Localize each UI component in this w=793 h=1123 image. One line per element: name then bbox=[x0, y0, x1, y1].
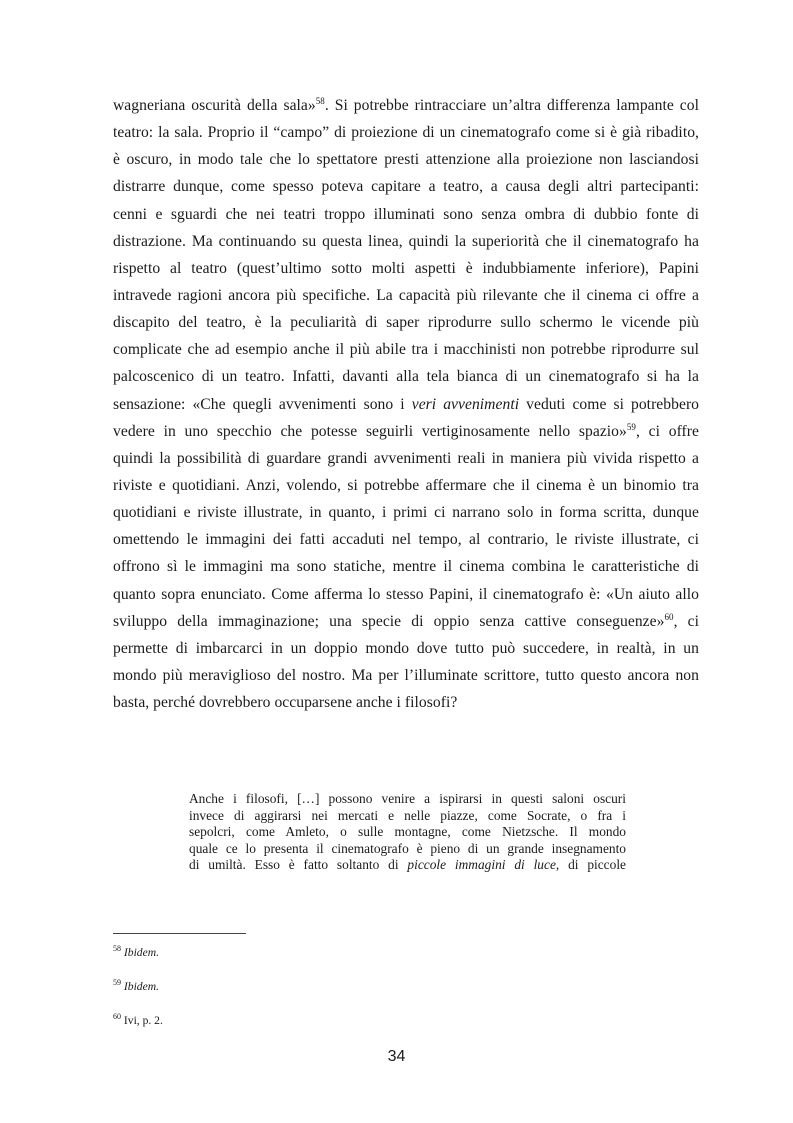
quote-line: quale ce lo presenta il cinematografo è pieno di un grande insegnamento bbox=[189, 840, 626, 856]
footnote-60 bbox=[113, 1014, 163, 1028]
body-paragraph bbox=[113, 92, 699, 716]
text-line: basta, perché dovrebbero occuparsene anche i filosofi? bbox=[113, 694, 458, 712]
italic-phrase: veri avvenimenti bbox=[411, 395, 520, 413]
text-line: riviste e quotidiani. Anzi, volendo, si potrebbe affermare che il cinema è un binomio tra bbox=[113, 476, 699, 494]
text-span: di umiltà. Esso è fatto soltanto di bbox=[189, 857, 399, 873]
footnote-59 bbox=[113, 980, 159, 994]
text-line: intravede ragioni ancora più specifiche. La capacità più rilevante che il cinema ci offre a bbox=[113, 286, 699, 304]
text-line: teatro: la sala. Proprio il “campo” di proiezione di un cinematografo come si è già ribadito, bbox=[113, 124, 699, 142]
italic-phrase: piccole immagini di luce bbox=[407, 857, 556, 873]
text-line: permette di imbarcarci in un doppio mondo dove tutto può succedere, in realtà, in un bbox=[113, 639, 699, 657]
footnote-separator bbox=[113, 933, 246, 934]
text-line bbox=[113, 608, 699, 635]
text-line: discapito del teatro, è la peculiarità di saper riprodurre sullo schermo le vicende più bbox=[113, 314, 699, 332]
footnote-ref-59[interactable]: 59 bbox=[626, 421, 636, 432]
text-line: rispetto al teatro (quest’ultimo sotto molti aspetti è indubbiamente inferiore), Papini bbox=[113, 259, 699, 277]
page-number: 34 bbox=[387, 1048, 406, 1065]
text-line: mondo più meraviglioso del nostro. Ma per l’illuminate scrittore, tutto questo ancora non bbox=[113, 666, 699, 684]
footnote-number: 60 bbox=[113, 1012, 121, 1021]
quote-line: sepolcri, come Amleto, o sulle montagne, come Nietzsche. Il mondo bbox=[189, 824, 626, 840]
text-span: sviluppo della immaginazione; una specie di oppio senza cattive conseguenze» bbox=[113, 612, 665, 630]
text-line: complicate che ad esempio anche il più abile tra i macchinisti non potrebbe riprodurre sul bbox=[113, 341, 699, 359]
footnote-58 bbox=[113, 946, 159, 960]
footnote-text: Ivi, p. 2. bbox=[123, 1014, 163, 1027]
quote-line: invece di aggirarsi nei mercati e nelle piazze, come Socrate, o fra i bbox=[189, 807, 626, 823]
text-span: sensazione: «Che quegli avvenimenti sono i bbox=[113, 395, 405, 413]
text-span: , ci bbox=[673, 612, 699, 630]
text-line: cenni e sguardi che nei teatri troppo illuminati sono senza ombra di dubbio fonte di bbox=[113, 205, 699, 223]
text-line bbox=[113, 92, 699, 119]
text-line bbox=[113, 391, 699, 418]
text-span: , di piccole bbox=[555, 857, 626, 873]
text-line: è oscuro, in modo tale che lo spettatore presti attenzione alla proiezione non lasciandosi bbox=[113, 151, 699, 169]
footnote-text: Ibidem. bbox=[123, 980, 159, 993]
text-span: . Si potrebbe rintracciare un’altra differenza lampante col bbox=[324, 97, 699, 114]
text-span: wagneriana oscurità della sala» bbox=[113, 97, 316, 114]
text-line: omettendo le immagini dei fatti accaduti nel tempo, al contrario, le riviste illustrate, ci bbox=[113, 531, 699, 549]
text-line: quotidiani e riviste illustrate, in quanto, i primi ci narrano solo in forma scritta, dunque bbox=[113, 504, 699, 522]
text-line: quindi la possibilità di guardare grandi avvenimenti reali in maniera più vivida rispetto a bbox=[113, 449, 699, 467]
text-span: vedere in uno specchio che potesse seguirli vertiginosamente nello spazio» bbox=[113, 422, 627, 440]
footnote-number: 59 bbox=[113, 978, 121, 987]
footnote-text: Ibidem. bbox=[123, 946, 159, 959]
text-span: veduti come si potrebbero bbox=[526, 395, 700, 413]
text-line: quanto sopra enunciato. Come afferma lo stesso Papini, il cinematografo è: «Un aiuto allo bbox=[113, 585, 699, 603]
text-span: , ci offre bbox=[635, 422, 699, 440]
quote-line bbox=[189, 857, 626, 874]
text-line: distrarre dunque, come spesso poteva capitare a teatro, a causa degli altri partecipanti: bbox=[113, 178, 699, 196]
footnote-ref-60[interactable]: 60 bbox=[664, 611, 674, 622]
text-line bbox=[113, 418, 699, 445]
block-quote bbox=[189, 791, 626, 874]
quote-line: Anche i filosofi, […] possono venire a ispirarsi in questi saloni oscuri bbox=[189, 791, 626, 806]
footnote-ref-58[interactable]: 58 bbox=[315, 96, 325, 106]
text-line: distrazione. Ma continuando su questa linea, quindi la superiorità che il cinematografo ha bbox=[113, 232, 699, 250]
text-line: offrono sì le immagini ma sono statiche, mentre il cinema combina le caratteristiche di bbox=[113, 558, 699, 576]
text-line: palcoscenico di un teatro. Infatti, davanti alla tela bianca di un cinematografo si ha la bbox=[113, 368, 699, 386]
footnote-number: 58 bbox=[113, 944, 121, 953]
